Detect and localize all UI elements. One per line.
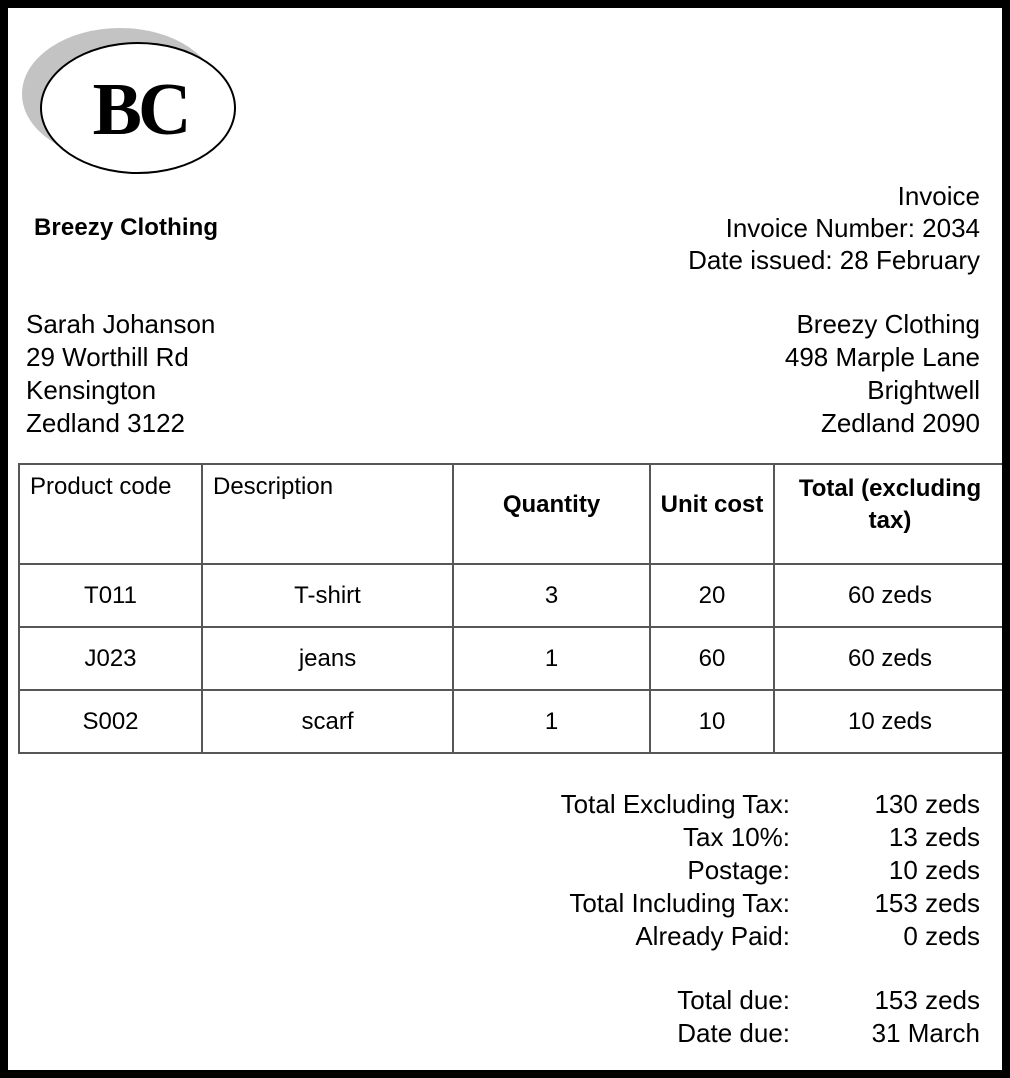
label-total-excluding-tax: Total Excluding Tax: — [560, 789, 790, 819]
bill-to-address — [26, 308, 215, 440]
logo-monogram-text: BC — [92, 69, 188, 151]
value-total-due: 153 zeds — [874, 985, 980, 1015]
label-already-paid: Already Paid: — [635, 921, 790, 951]
line-items-body — [19, 564, 1006, 753]
bill-to-suburb: Kensington — [26, 375, 157, 405]
totals-row-total-due — [561, 984, 980, 1017]
cell-total: 60 zeds — [774, 627, 1006, 690]
value-total-excluding-tax: 130 zeds — [874, 789, 980, 819]
header-quantity: Quantity — [453, 464, 650, 564]
invoice-number: Invoice Number: 2034 — [725, 213, 980, 243]
totals-row-including-tax — [561, 887, 980, 920]
value-tax: 13 zeds — [888, 822, 980, 852]
bill-from-street: 498 Marple Lane — [784, 342, 980, 372]
invoice-date-issued: Date issued: 28 February — [688, 245, 980, 275]
cell-product-code: J023 — [19, 627, 202, 690]
totals-row-already-paid — [561, 920, 980, 953]
table-header-row — [19, 464, 1006, 564]
bill-to-name: Sarah Johanson — [26, 309, 216, 339]
label-tax: Tax 10%: — [683, 822, 790, 852]
invoice-title: Invoice — [897, 181, 980, 211]
table-row — [19, 627, 1006, 690]
totals-spacer-cell-right — [830, 953, 980, 984]
value-date-due: 31 March — [871, 1018, 980, 1048]
label-date-due: Date due: — [677, 1018, 790, 1048]
bill-from-name: Breezy Clothing — [796, 309, 980, 339]
cell-total: 10 zeds — [774, 690, 1006, 753]
cell-product-code: T011 — [19, 564, 202, 627]
cell-description: scarf — [202, 690, 453, 753]
value-total-including-tax: 153 zeds — [874, 888, 980, 918]
value-postage: 10 zeds — [888, 855, 980, 885]
logo-outline-ellipse — [40, 42, 236, 174]
bill-from-region: Zedland 2090 — [820, 408, 980, 438]
cell-unit-cost: 10 — [650, 690, 774, 753]
label-total-due: Total due: — [677, 985, 790, 1015]
label-postage: Postage: — [687, 855, 790, 885]
cell-quantity: 1 — [453, 690, 650, 753]
cell-description: T-shirt — [202, 564, 453, 627]
table-row — [19, 564, 1006, 627]
totals-row-tax — [561, 821, 980, 854]
line-items-table — [18, 463, 1007, 754]
company-logo — [22, 24, 252, 184]
table-row — [19, 690, 1006, 753]
cell-quantity: 3 — [453, 564, 650, 627]
label-total-including-tax: Total Including Tax: — [569, 888, 790, 918]
totals-spacer-row — [561, 953, 980, 984]
totals-row-date-due — [561, 1017, 980, 1050]
cell-unit-cost: 20 — [650, 564, 774, 627]
value-already-paid: 0 zeds — [903, 921, 980, 951]
totals-row-excluding-tax — [561, 788, 980, 821]
invoice-body — [8, 8, 1002, 1070]
cell-product-code: S002 — [19, 690, 202, 753]
cell-quantity: 1 — [453, 627, 650, 690]
bill-to-region: Zedland 3122 — [26, 408, 186, 438]
cell-total: 60 zeds — [774, 564, 1006, 627]
cell-unit-cost: 60 — [650, 627, 774, 690]
company-name: Breezy Clothing — [34, 214, 219, 241]
totals-spacer-cell-left — [561, 953, 830, 984]
invoice-meta — [688, 180, 980, 276]
header-unit-cost: Unit cost — [650, 464, 774, 564]
totals-row-postage — [561, 854, 980, 887]
bill-from-address — [785, 308, 980, 440]
line-items-header — [19, 464, 1006, 564]
header-description: Description — [202, 464, 453, 564]
cell-description: jeans — [202, 627, 453, 690]
totals-table — [561, 788, 980, 1050]
bill-to-street: 29 Worthill Rd — [26, 342, 189, 372]
totals-summary — [561, 788, 980, 1050]
bill-from-suburb: Brightwell — [867, 375, 980, 405]
header-total-excluding-tax: Total (excluding tax) — [774, 464, 1006, 564]
header-product-code: Product code — [19, 464, 202, 564]
